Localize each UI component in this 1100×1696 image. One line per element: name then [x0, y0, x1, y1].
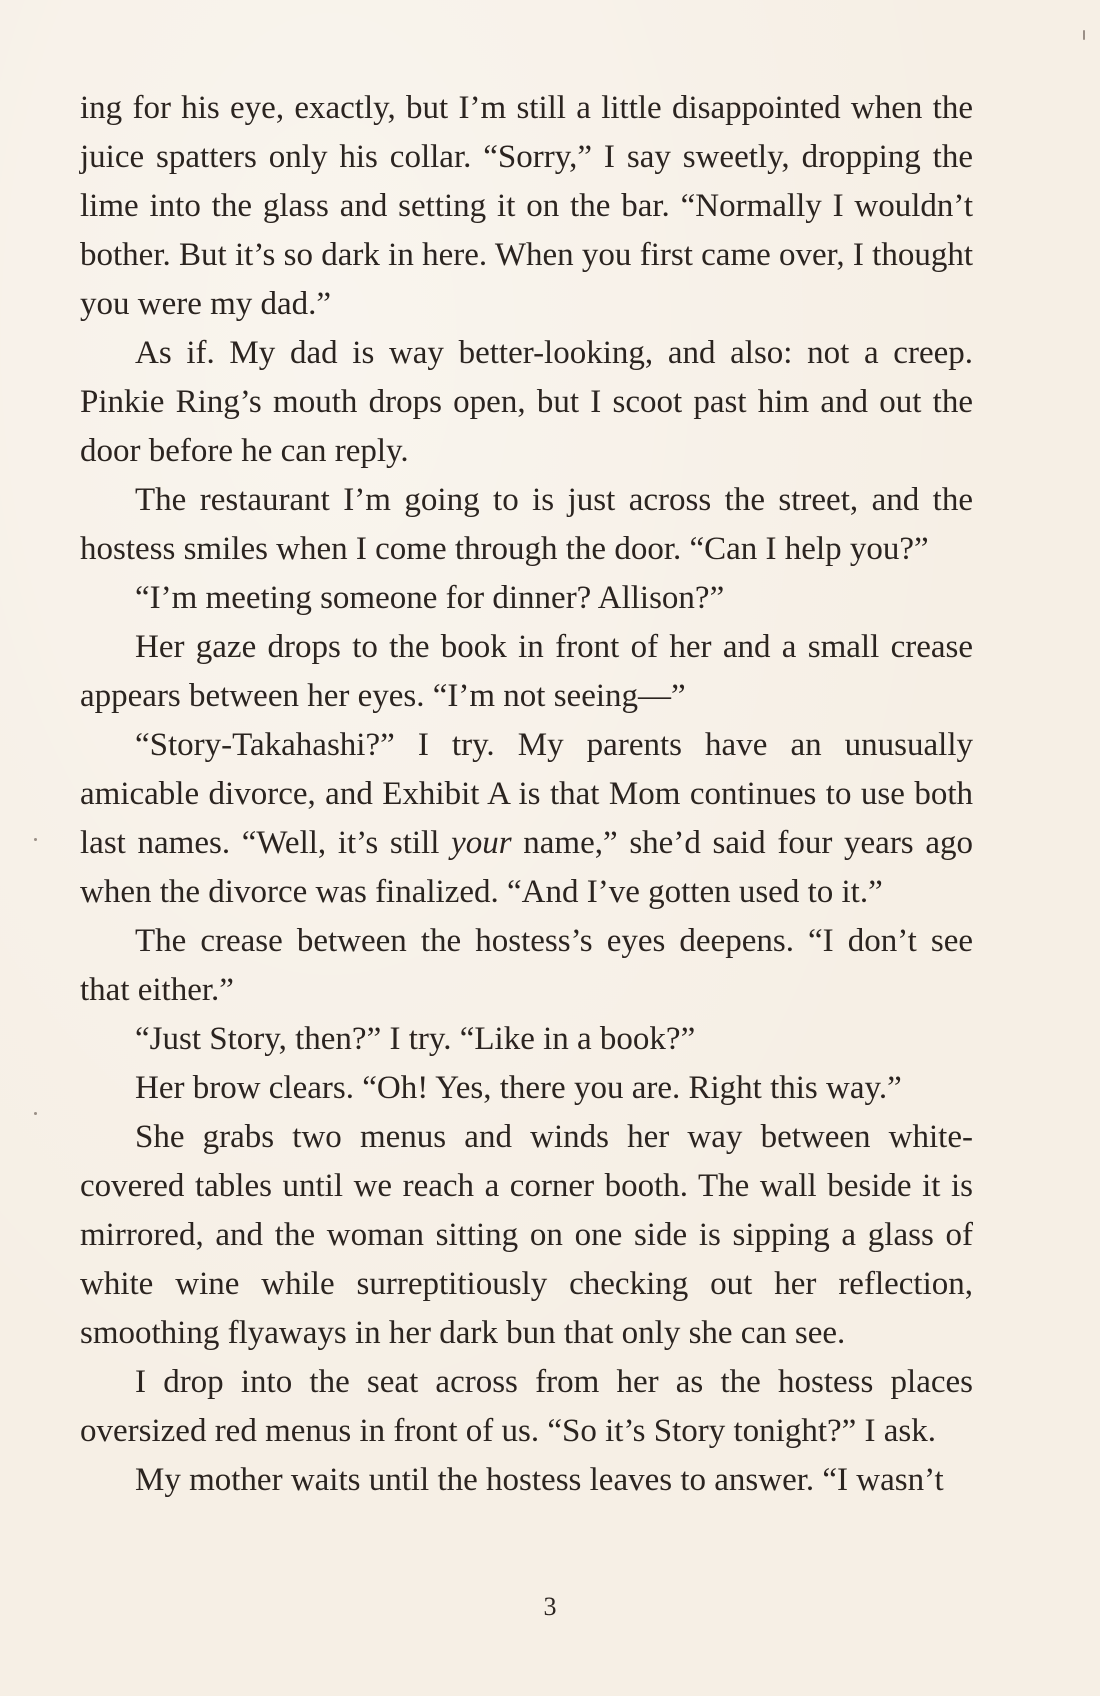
- body-text: [80, 84, 973, 1505]
- paragraph-8: “Just Story, then?” I try. “Like in a book?”: [135, 1021, 696, 1057]
- paper-speck: [34, 838, 37, 841]
- paragraph-4: “I’m meeting someone for dinner? Allison?”: [135, 580, 725, 616]
- paragraph-6-part-1: “Story-Takahashi?” I try. My parents have an unusually amicable divorce, and Exhibit A is that Mom continues to use both last names. “Well, it’s still: [80, 727, 973, 861]
- paragraph-12: My mother waits until the hostess leaves to answer. “I wasn’t: [135, 1462, 944, 1498]
- paper-speck: [1083, 30, 1085, 40]
- paragraph-3: The restaurant I’m going to is just across the street, and the hostess smiles when I come through the door. “Can I help you?”: [80, 482, 973, 567]
- paragraph-7: The crease between the hostess’s eyes deepens. “I don’t see that either.”: [80, 923, 973, 1008]
- paragraph-6-emphasis: your: [451, 825, 512, 861]
- paragraph-11: I drop into the seat across from her as the hostess places oversized red menus in front of us. “So it’s Story tonight?” I ask.: [80, 1364, 973, 1449]
- paragraph-2: As if. My dad is way better-looking, and also: not a creep. Pinkie Ring’s mouth drops open, but I scoot past him and out the door before he can reply.: [80, 335, 973, 469]
- paragraph-1: ing for his eye, exactly, but I’m still a little disappointed when the juice spatters only his collar. “Sorry,” I say sweetly, dropping the lime into the glass and setting it on the bar. “Normally I wouldn’t bother. But it’s so dark in here. When you first came over, I thought you were my dad.”: [80, 90, 973, 322]
- paragraph-6-part-2: name,” she’d said four years ago when the divorce was finalized. “And I’ve gotten used to it.”: [80, 825, 973, 910]
- paragraph-6: [80, 721, 973, 917]
- paragraph-10: She grabs two menus and winds her way between white-covered tables until we reach a corner booth. The wall beside it is mirrored, and the woman sitting on one side is sipping a glass of white wine while surreptitiously checking out her reflection, smoothing flyaways in her dark bun that only she can see.: [80, 1119, 973, 1351]
- paragraph-5: Her gaze drops to the book in front of her and a small crease appears between her eyes. “I’m not seeing—”: [80, 629, 973, 714]
- page-number: 3: [543, 1592, 557, 1621]
- paragraph-9: Her brow clears. “Oh! Yes, there you are. Right this way.”: [135, 1070, 902, 1106]
- paper-speck: [34, 1112, 37, 1115]
